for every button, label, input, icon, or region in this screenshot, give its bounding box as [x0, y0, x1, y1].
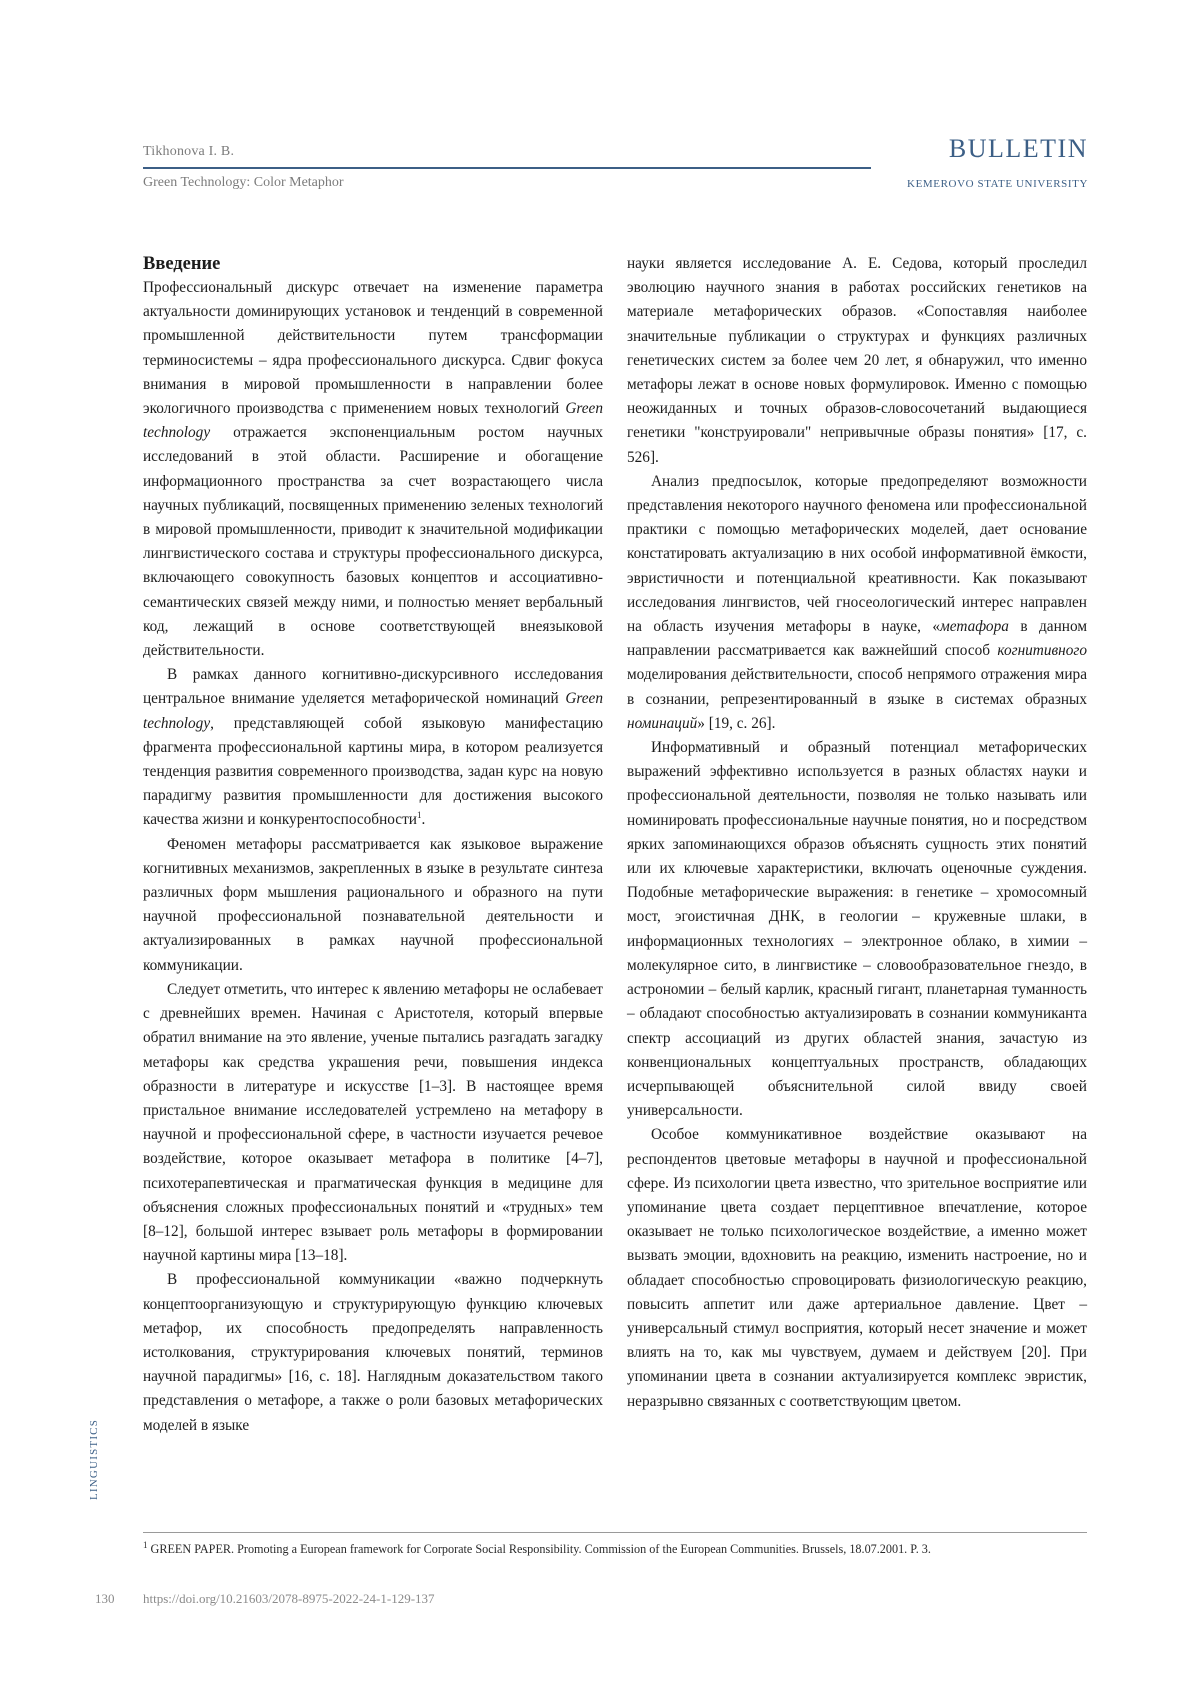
left-column	[143, 252, 603, 1438]
paragraph: Анализ предпосылок, которые предопределяют возможности представления некоторого научного феномена или профессиональной практики с помощью метафорических моделей, дает основание констатировать актуализацию в них особой информативной ёмкости, эвристичности и потенциальной креативности. Как показывают исследования лингвистов, чей гносеологический интерес направлен на область изучения метафоры в науке, «метафора в данном направлении рассматривается как важнейший способ когнитивного моделирования действительности, способ непрямого отражения мира в сознании, репрезентированный в языке в системах образных номинаций» [19, с. 26].	[627, 472, 1087, 732]
section-side-label: LINGUISTICS	[88, 1418, 100, 1500]
paragraph: Особое коммуникативное воздействие оказывают на респондентов цветовые метафоры в научной и профессиональной сфере. Из психологии цвета известно, что зрительное восприятие или упоминание цвета создает перцептивное впечатление, которое оказывает не только психологическое воздействие, а именно может вызвать эмоции, вдохновить на реакцию, изменить настроение, но и обладает способностью спровоцировать физиологическую реакцию, повысить аппетит или даже артериальное давление. Цвет – универсальный стимул восприятия, который несет значение и может влиять на то, как мы чувствуем, думаем и действуем [20]. При упоминании цвета в сознании актуализируется комплекс эвристик, неразрывно связанных с соответствующим цветом.	[627, 1126, 1087, 1410]
right-column	[627, 252, 1087, 1414]
paragraph: Информативный и образный потенциал метафорических выражений эффективно используется в разных областях науки и профессиональной деятельности, позволяя не только называть или номинировать профессиональные научные понятия, но и посредством ярких запоминающихся образов объяснять сущность этих понятий или их ключевые характеристики, включать оценочные суждения. Подобные метафорические выражения: в генетике – хромосомный мост, эгоистичная ДНК, в геологии – кружевные шлаки, в информационных технологиях – электронное облако, в химии – молекулярное сито, в лингвистике – словообразовательное гнездо, в астрономии – белый карлик, красный гигант, планетарная туманность – обладают способностью актуализировать в сознании коммуниканта спектр ассоциаций из других областей знания, зачастую из конвенциональных концептуальных пространств, обладающих исчерпывающей объяснительной силой ввиду своей универсальности.	[627, 739, 1087, 1120]
paragraph: В профессиональной коммуникации «важно подчеркнуть концептоорганизующую и структурирующую функцию ключевых метафор, их способность предопределять направленность истолкования, структурирования ключевых понятий, терминов научной парадигмы» [16, с. 18]. Наглядным доказательством такого представления о метафоре, а также о роли базовых метафорических моделей в языке	[143, 1271, 603, 1434]
running-head-author: Tikhonova I. B.	[143, 144, 235, 159]
footnote-ref[interactable]: 1	[416, 810, 422, 821]
journal-logo-title: BULLETIN	[948, 134, 1088, 163]
paragraph: Феномен метафоры рассматривается как языковое выражение когнитивных механизмов, закрепленных в языке в результате синтеза различных форм мышления рационального и образного на пути научной профессиональной познавательной деятельности и актуализированных в рамках научной профессиональной коммуникации.	[143, 835, 603, 974]
footnote-mark: 1	[143, 1539, 148, 1550]
paragraph: Профессиональный дискурс отвечает на изменение параметра актуальности доминирующих установок и тенденций в современной промышленной действительности путем трансформации терминосистемы – ядра профессионального дискурса. Сдвиг фокуса внимания в мировой промышленности в направлении более экологичного производства с применением новых технологий Green technology отражается экспоненциальным ростом научных исследований в этой области. Расширение и обогащение информационного пространства за счет возрастающего числа научных публикаций, посвященных применению зеленых технологий в мировой промышленности, приводит к значительной модификации лингвистического состава и структуры профессионального дискурса, включающего совокупность базовых концептов и ассоциативно-семантических связей между ними, и полностью меняет вербальный код, лежащий в основе соответствующей внеязыковой действительности.	[143, 279, 603, 660]
paragraph: науки является исследование А. Е. Седова, который проследил эволюцию научного знания в работах российских генетиков на материале метафорических образов. «Сопоставляя наиболее значительные публикации о структурах и функциях различных генетических систем за более чем 20 лет, я обнаружил, что именно метафоры лежат в основе новых формулировок. Именно с помощью неожиданных и точных образов-словосочетаний выдающиеся генетики "конструировали" непривычные образы понятия» [17, с. 526].	[627, 255, 1087, 466]
journal-logo-subtitle: KEMEROVO STATE UNIVERSITY	[907, 178, 1088, 190]
page-number: 130	[95, 1591, 115, 1606]
doi-link[interactable]: https://doi.org/10.21603/2078-8975-2022-24-1-129-137	[143, 1591, 435, 1606]
paragraph: Следует отметить, что интерес к явлению метафоры не ослабевает с древнейших времен. Начиная с Аристотеля, который впервые обратил внимание на это явление, ученые пытались разгадать загадку метафоры как средства украшения речи, повышения индекса образности в литературе и искусстве [1–3]. В настоящее время пристальное внимание исследователей устремлено на метафору в научной и профессиональной сфере, в частности изучается речевое воздействие, которое оказывает метафора в политике [4–7], психотерапевтическая и прагматическая функция в медицине для объяснения сложных профессиональных понятий и «трудных» тем [8–12], большой интерес взывает роль метафоры в формировании научной картины мира [13–18].	[143, 980, 603, 1265]
header-divider	[143, 167, 871, 169]
running-head-title: Green Technology: Color Metaphor	[143, 175, 344, 190]
footnote-divider	[143, 1532, 1087, 1533]
footnote: $^1$ GREEN PAPER. Promoting a European framework for Corporate Social Responsibility. Commission of the European Communities. Brussels, 18.07.2001. P. 3.	[143, 1539, 931, 1556]
section-heading: Введение	[143, 254, 221, 274]
paragraph: В рамках данного когнитивно-дискурсивного исследования центральное внимание уделяется метафорической номинаций Green technology, представляющей собой языковую манифестацию фрагмента профессиональной картины мира, в котором реализуется тенденция развития современного производства, задан курс на новую парадигму развития промышленности для достижения высокого качества жизни и конкурентоспособности$^1$.	[143, 666, 603, 829]
